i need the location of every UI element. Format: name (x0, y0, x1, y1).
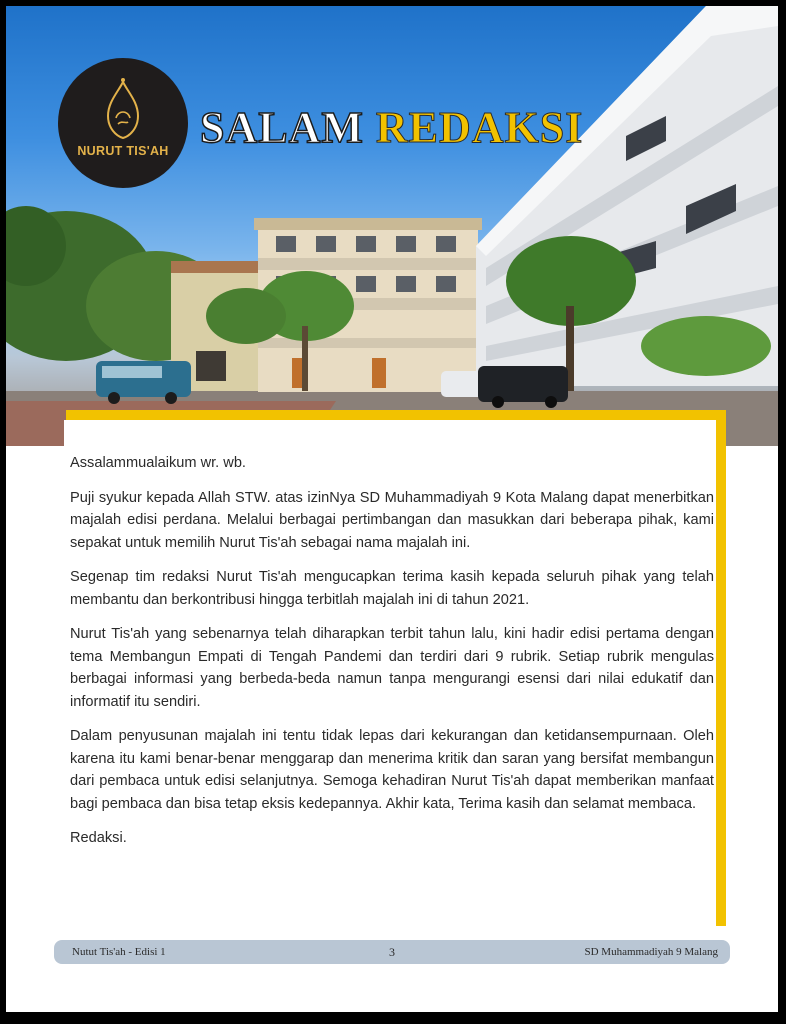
accent-bar-right (716, 410, 726, 926)
title-word-redaksi: REDAKSI (375, 103, 584, 152)
school-building-photo (6, 6, 778, 446)
magazine-page (6, 6, 778, 1012)
calligraphy-emblem-icon (58, 58, 188, 188)
accent-bar-top (66, 410, 726, 420)
logo-text: NURUT TIS'AH (77, 144, 169, 158)
page-footer (54, 940, 730, 964)
page-number: 3 (389, 945, 395, 959)
footer-edition: Nutut Tis'ah - Edisi 1 (72, 946, 166, 958)
page-title (200, 102, 583, 153)
footer-school: SD Muhammadiyah 9 Malang (584, 946, 718, 958)
paragraph: Nurut Tis'ah yang sebenarnya telah diharapkan terbit tahun lalu, kini hadir edisi pertama dengan tema Membangun Empati di Tengah Pandemi dan terdiri dari 9 rubrik. Setiap rubrik mengulas berbagai informasi yang berbeda-beda namun tanpa mengurangi esensi dari nilai edukatif dan informatif itu sendiri. (70, 626, 714, 710)
editorial-text (70, 452, 714, 862)
paragraph: Segenap tim redaksi Nurut Tis'ah mengucapkan terima kasih kepada seluruh pihak yang telah membantu dan berkontribusi hingga terbitlah majalah ini di tahun 2021. (70, 569, 714, 608)
signoff: Redaksi. (70, 830, 127, 846)
paragraph: Dalam penyusunan majalah ini tentu tidak lepas dari kekurangan dan ketidansempurnaan. Oleh karena itu kami benar-benar menggarap dan menerima kritik dan saran yang bersifat membangun dari pembaca untuk edisi selanjutnya. Semoga kehadiran Nurut Tis'ah dapat memberikan manfaat bagi pembaca dan bisa tetap eksis kedepannya. Akhir kata, Terima kasih dan selamat membaca. (70, 728, 714, 812)
nurut-tisah-logo (58, 58, 188, 188)
paragraph: Puji syukur kepada Allah STW. atas izinNya SD Muhammadiyah 9 Kota Malang dapat menerbitkan majalah edisi perdana. Melalui berbagai pertimbangan dan masukkan dari beberapa pihak, kami sepakat untuk memilih Nurut Tis'ah sebagai nama majalah ini. (70, 489, 714, 551)
title-word-salam: SALAM (200, 103, 364, 152)
greeting: Assalammualaikum wr. wb. (70, 455, 246, 471)
